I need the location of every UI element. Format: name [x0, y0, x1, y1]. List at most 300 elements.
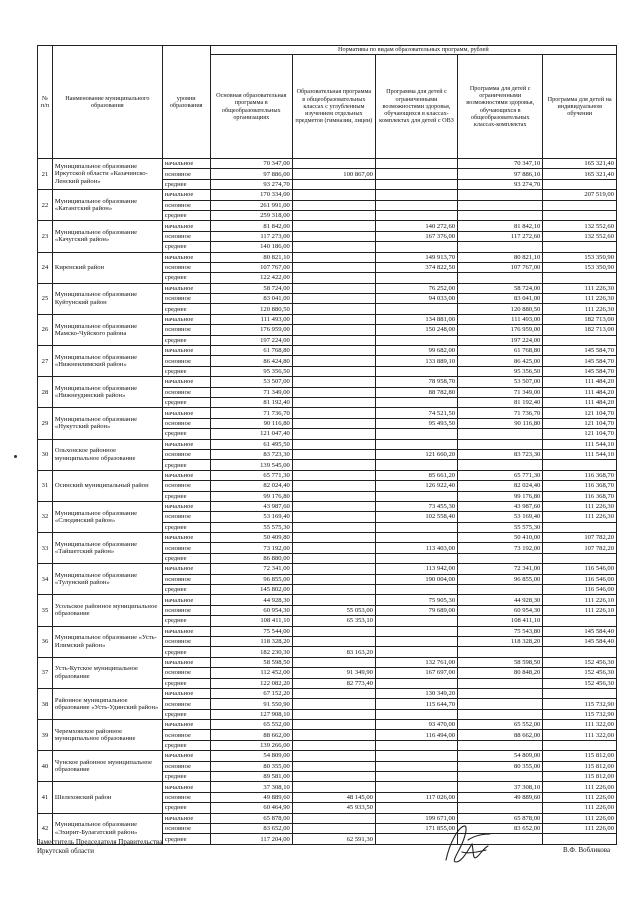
norm-value	[375, 460, 457, 470]
norm-value: 111 226,00	[543, 824, 617, 834]
norm-value	[292, 314, 375, 324]
norm-value: 58 724,00	[458, 283, 543, 293]
norm-value: 93 274,70	[458, 179, 543, 189]
norm-value	[375, 553, 457, 563]
table-body	[38, 159, 617, 845]
education-level: основное	[162, 699, 210, 709]
education-level: среднее	[162, 522, 210, 532]
norm-value: 60 464,90	[210, 803, 292, 813]
norm-value	[458, 200, 543, 210]
education-level: среднее	[162, 210, 210, 220]
norm-value: 53 507,00	[458, 377, 543, 387]
municipality-name: Муниципальное образование Иркутской области «Казачинско-Ленский район»	[52, 159, 162, 190]
norm-value	[292, 252, 375, 262]
norm-value: 121 104,70	[543, 429, 617, 439]
norm-value: 88 782,80	[375, 387, 457, 397]
norm-value: 61 768,80	[210, 346, 292, 356]
row-number: 28	[38, 377, 53, 408]
norm-value	[292, 366, 375, 376]
norm-value: 83 723,30	[210, 449, 292, 459]
header-individual: Программа для детей на индивидуальном обучении	[543, 55, 617, 159]
norm-value	[458, 772, 543, 782]
municipality-name: Чунское районное муниципальное образование	[52, 751, 162, 782]
norm-value	[543, 834, 617, 844]
norm-value: 85 661,20	[375, 470, 457, 480]
table-row	[38, 314, 617, 324]
norm-value: 111 544,10	[543, 449, 617, 459]
norm-value	[292, 179, 375, 189]
norm-value: 97 886,00	[210, 169, 292, 179]
norm-value: 91 349,90	[292, 668, 375, 678]
norm-value: 49 889,60	[458, 792, 543, 802]
norm-value	[543, 647, 617, 657]
norm-value	[292, 449, 375, 459]
norm-value: 58 724,00	[210, 283, 292, 293]
row-number: 24	[38, 252, 53, 283]
norm-value	[292, 782, 375, 792]
municipality-name: Районное муниципальное образование «Усть-Удинский район»	[52, 688, 162, 719]
norm-value: 139 545,00	[210, 460, 292, 470]
header-basic-program: Основная образовательная программа в общеобразовательных организациях	[210, 55, 292, 159]
municipality-name: Муниципальное образование «Тайшетский район»	[52, 533, 162, 564]
education-level: начальное	[162, 439, 210, 449]
row-number: 38	[38, 688, 53, 719]
norm-value: 93 274,70	[210, 179, 292, 189]
norm-value	[458, 585, 543, 595]
norm-value: 111 322,00	[543, 720, 617, 730]
norm-value	[292, 346, 375, 356]
norm-value	[292, 730, 375, 740]
norm-value: 61 768,80	[458, 346, 543, 356]
norm-value: 95 356,50	[458, 366, 543, 376]
norm-value: 117 204,00	[210, 834, 292, 844]
norm-value	[292, 408, 375, 418]
education-level: среднее	[162, 242, 210, 252]
norm-value	[458, 803, 543, 813]
norm-value	[292, 304, 375, 314]
education-level: основное	[162, 387, 210, 397]
norm-value: 149 913,70	[375, 252, 457, 262]
norm-value: 73 192,00	[210, 543, 292, 553]
norm-value	[375, 159, 457, 169]
norm-value: 65 878,00	[210, 813, 292, 823]
table-row	[38, 813, 617, 823]
norm-value: 55 575,30	[210, 522, 292, 532]
norm-value: 65 353,10	[292, 616, 375, 626]
norm-value	[292, 543, 375, 553]
education-level: начальное	[162, 751, 210, 761]
norm-value: 97 886,10	[458, 169, 543, 179]
norm-value: 120 880,50	[210, 304, 292, 314]
norm-value	[292, 460, 375, 470]
norm-value: 115 812,00	[543, 772, 617, 782]
norm-value: 113 403,00	[375, 543, 457, 553]
norm-value: 45 933,50	[292, 803, 375, 813]
row-number: 42	[38, 813, 53, 844]
norm-value: 197 224,00	[210, 335, 292, 345]
norm-value	[543, 740, 617, 750]
education-level: начальное	[162, 782, 210, 792]
norm-value	[458, 553, 543, 563]
norm-value: 72 341,00	[458, 564, 543, 574]
row-number: 32	[38, 501, 53, 532]
norm-value: 152 456,30	[543, 668, 617, 678]
norm-value	[375, 366, 457, 376]
norm-value: 53 169,40	[458, 512, 543, 522]
education-level: начальное	[162, 657, 210, 667]
education-level: среднее	[162, 273, 210, 283]
education-level: начальное	[162, 626, 210, 636]
norm-value: 145 584,40	[543, 626, 617, 636]
table-header	[38, 46, 617, 159]
norm-value: 48 145,00	[292, 792, 375, 802]
norm-value: 72 341,00	[210, 564, 292, 574]
row-number: 29	[38, 408, 53, 439]
norm-value: 111 226,30	[543, 283, 617, 293]
row-number: 31	[38, 470, 53, 501]
table-row	[38, 283, 617, 293]
norm-value	[292, 397, 375, 407]
norm-value: 145 584,40	[543, 636, 617, 646]
norm-value	[292, 522, 375, 532]
norm-value: 102 558,40	[375, 512, 457, 522]
margin-mark	[14, 455, 17, 458]
norm-value: 152 456,30	[543, 657, 617, 667]
norm-value: 86 424,80	[210, 356, 292, 366]
norm-value	[375, 522, 457, 532]
norm-value: 108 411,10	[210, 616, 292, 626]
table-row	[38, 564, 617, 574]
education-level: основное	[162, 574, 210, 584]
norm-value	[292, 595, 375, 605]
norm-value	[292, 657, 375, 667]
norm-value: 176 959,00	[210, 325, 292, 335]
norm-value	[543, 273, 617, 283]
norm-value	[375, 304, 457, 314]
education-level: основное	[162, 636, 210, 646]
norm-value	[375, 782, 457, 792]
education-level: основное	[162, 418, 210, 428]
norm-value	[543, 179, 617, 189]
norm-value: 86 880,00	[210, 553, 292, 563]
norm-value	[292, 429, 375, 439]
norm-value: 207 519,00	[543, 190, 617, 200]
norm-value	[543, 688, 617, 698]
row-number: 37	[38, 657, 53, 688]
norm-value: 80 821,10	[458, 252, 543, 262]
norm-value: 58 598,50	[458, 657, 543, 667]
norm-value: 83 723,30	[458, 449, 543, 459]
education-level: основное	[162, 325, 210, 335]
norm-value	[292, 159, 375, 169]
norm-value: 133 889,10	[375, 356, 457, 366]
norm-value: 145 584,70	[543, 346, 617, 356]
norm-value: 167 376,00	[375, 231, 457, 241]
norm-value	[292, 772, 375, 782]
education-level: основное	[162, 668, 210, 678]
norm-value: 165 321,40	[543, 159, 617, 169]
municipality-name: Муниципальное образование Куйтунский район	[52, 283, 162, 314]
norm-value	[375, 179, 457, 189]
handwritten-signature	[438, 822, 498, 870]
norm-value: 44 928,30	[210, 595, 292, 605]
norm-value: 108 411,10	[458, 616, 543, 626]
header-name: Наименование муниципального образования	[52, 46, 162, 159]
norm-value	[458, 210, 543, 220]
norm-value: 83 041,00	[458, 294, 543, 304]
education-level: начальное	[162, 314, 210, 324]
education-level: среднее	[162, 491, 210, 501]
table-row	[38, 221, 617, 231]
education-level: основное	[162, 449, 210, 459]
norm-value: 44 928,30	[458, 595, 543, 605]
table-row	[38, 408, 617, 418]
norm-value	[458, 647, 543, 657]
education-level: среднее	[162, 740, 210, 750]
table-row	[38, 533, 617, 543]
header-group-title: Нормативы по видам образовательных программ, рублей	[210, 46, 616, 55]
education-level: начальное	[162, 564, 210, 574]
table-row	[38, 657, 617, 667]
row-number: 39	[38, 720, 53, 751]
norm-value: 53 507,00	[210, 377, 292, 387]
norm-value: 127 908,10	[210, 709, 292, 719]
education-level: основное	[162, 824, 210, 834]
norm-value	[292, 491, 375, 501]
norm-value	[292, 387, 375, 397]
table-row	[38, 595, 617, 605]
header-ovz-classes: Программа для детей с ограниченными возможностями здоровья, обучающихся в классах-комплектах для детей с ОВЗ	[375, 55, 457, 159]
norm-value	[458, 678, 543, 688]
municipality-name: Черемховское районное муниципальное образование	[52, 720, 162, 751]
norm-value	[375, 439, 457, 449]
norm-value	[292, 294, 375, 304]
position-line-1: Заместитель Председателя Правительства	[37, 838, 163, 846]
position-line-2: Иркутской области	[37, 847, 95, 855]
norm-value: 116 368,70	[543, 491, 617, 501]
norm-value: 71 736,70	[210, 408, 292, 418]
norm-value	[292, 377, 375, 387]
norm-value: 111 484,20	[543, 377, 617, 387]
table-row	[38, 782, 617, 792]
norm-value: 116 494,00	[375, 730, 457, 740]
norm-value	[375, 678, 457, 688]
norm-value: 70 347,00	[210, 159, 292, 169]
row-number: 40	[38, 751, 53, 782]
header-ovz-general: Программа для детей с ограниченными возможностями здоровья, обучающихся в общеобразовательных классах-комплектах	[458, 55, 543, 159]
row-number: 34	[38, 564, 53, 595]
norm-value: 182 713,00	[543, 325, 617, 335]
norm-value	[292, 709, 375, 719]
norm-value: 75 544,00	[210, 626, 292, 636]
norm-value: 65 552,00	[210, 720, 292, 730]
row-number: 23	[38, 221, 53, 252]
norm-value	[292, 585, 375, 595]
norm-value	[375, 751, 457, 761]
norm-value: 140 272,60	[375, 221, 457, 231]
norm-value	[375, 761, 457, 771]
norm-value: 50 409,80	[210, 533, 292, 543]
education-level: начальное	[162, 533, 210, 543]
norm-value: 81 842,10	[458, 221, 543, 231]
norm-value: 80 355,00	[458, 761, 543, 771]
education-level: основное	[162, 356, 210, 366]
norm-value	[292, 688, 375, 698]
municipality-name: Киренский район	[52, 252, 162, 283]
row-number: 25	[38, 283, 53, 314]
norm-value	[292, 283, 375, 293]
norm-value	[292, 418, 375, 428]
row-number: 30	[38, 439, 53, 470]
norm-value	[543, 210, 617, 220]
norm-value: 113 942,00	[375, 564, 457, 574]
education-level: начальное	[162, 377, 210, 387]
education-level: основное	[162, 294, 210, 304]
norm-value: 121 104,70	[543, 408, 617, 418]
norm-value: 121 104,70	[543, 418, 617, 428]
norm-value	[292, 231, 375, 241]
header-level: уровни образования	[162, 46, 210, 159]
norm-value: 116 546,00	[543, 564, 617, 574]
norm-value: 62 591,30	[292, 834, 375, 844]
norm-value	[543, 460, 617, 470]
norm-value	[292, 439, 375, 449]
norm-value: 82 024,40	[458, 481, 543, 491]
education-level: среднее	[162, 834, 210, 844]
norm-value: 89 581,00	[210, 772, 292, 782]
norm-value: 126 922,40	[375, 481, 457, 491]
norm-value: 99 682,00	[375, 346, 457, 356]
education-level: начальное	[162, 159, 210, 169]
education-level: среднее	[162, 397, 210, 407]
education-level: среднее	[162, 179, 210, 189]
norm-value: 73 455,30	[375, 501, 457, 511]
education-level: среднее	[162, 709, 210, 719]
norm-value: 199 671,00	[375, 813, 457, 823]
norm-value: 71 736,70	[458, 408, 543, 418]
norms-table	[37, 45, 617, 845]
norm-value: 83 652,00	[458, 824, 543, 834]
norm-value: 71 349,00	[458, 387, 543, 397]
education-level: основное	[162, 792, 210, 802]
norm-value: 82 024,40	[210, 481, 292, 491]
norm-value: 117 026,00	[375, 792, 457, 802]
norm-value: 65 771,30	[210, 470, 292, 480]
table-row	[38, 720, 617, 730]
norm-value: 116 546,00	[543, 585, 617, 595]
norm-value	[543, 553, 617, 563]
norm-value: 111 226,30	[543, 294, 617, 304]
norm-value	[375, 242, 457, 252]
norm-value: 115 732,90	[543, 709, 617, 719]
norm-value: 81 842,00	[210, 221, 292, 231]
norm-value	[292, 325, 375, 335]
norm-value	[292, 273, 375, 283]
norm-value: 190 004,00	[375, 574, 457, 584]
education-level: среднее	[162, 304, 210, 314]
table-row	[38, 688, 617, 698]
municipality-name: Муниципальное образование «Качугский район»	[52, 221, 162, 252]
norm-value: 61 495,50	[210, 439, 292, 449]
norm-value	[458, 242, 543, 252]
norm-value	[292, 699, 375, 709]
education-level: основное	[162, 730, 210, 740]
municipality-name: Осинский муниципальный район	[52, 470, 162, 501]
norm-value	[543, 616, 617, 626]
municipality-name: Муниципальное образование «Нукутский район»	[52, 408, 162, 439]
education-level: начальное	[162, 470, 210, 480]
table-row	[38, 252, 617, 262]
norm-value	[458, 439, 543, 449]
norm-value	[458, 688, 543, 698]
norm-value: 111 226,10	[543, 595, 617, 605]
norm-value	[375, 429, 457, 439]
norm-value: 80 355,00	[210, 761, 292, 771]
norm-value: 111 493,00	[210, 314, 292, 324]
norm-value	[543, 335, 617, 345]
norm-value	[292, 740, 375, 750]
norm-value: 99 176,80	[458, 491, 543, 501]
norm-value: 73 192,00	[458, 543, 543, 553]
norm-value	[543, 200, 617, 210]
norm-value: 76 252,00	[375, 283, 457, 293]
norm-value	[375, 740, 457, 750]
norm-value	[375, 636, 457, 646]
municipality-name: Муниципальное образование Мамско-Чуйского района	[52, 314, 162, 345]
norm-value: 55 575,30	[458, 522, 543, 532]
norm-value: 165 321,40	[543, 169, 617, 179]
norm-value: 74 521,50	[375, 408, 457, 418]
norm-value: 86 425,00	[458, 356, 543, 366]
table-row	[38, 377, 617, 387]
norm-value: 88 662,00	[458, 730, 543, 740]
norm-value: 55 053,00	[292, 605, 375, 615]
row-number: 27	[38, 346, 53, 377]
norm-value	[292, 262, 375, 272]
norm-value	[375, 585, 457, 595]
education-level: начальное	[162, 595, 210, 605]
norm-value	[375, 533, 457, 543]
norm-value: 182 713,00	[543, 314, 617, 324]
municipality-name: Муниципальное образование «Слюдянский район»	[52, 501, 162, 532]
norm-value	[292, 824, 375, 834]
norm-value: 65 552,00	[458, 720, 543, 730]
education-level: среднее	[162, 647, 210, 657]
norm-value: 78 958,70	[375, 377, 457, 387]
norm-value	[292, 501, 375, 511]
norm-value	[292, 335, 375, 345]
norm-value: 374 822,50	[375, 262, 457, 272]
row-number: 33	[38, 533, 53, 564]
education-level: основное	[162, 169, 210, 179]
norm-value: 116 368,70	[543, 481, 617, 491]
norm-value	[292, 636, 375, 646]
norm-value: 145 802,00	[210, 585, 292, 595]
norm-value: 117 273,00	[210, 231, 292, 241]
norm-value: 88 662,00	[210, 730, 292, 740]
education-level: среднее	[162, 335, 210, 345]
norm-value: 259 318,00	[210, 210, 292, 220]
education-level: начальное	[162, 252, 210, 262]
norm-value: 116 546,00	[543, 574, 617, 584]
education-level: среднее	[162, 366, 210, 376]
norm-value: 90 116,80	[210, 418, 292, 428]
education-level: среднее	[162, 803, 210, 813]
municipality-name: Ольхонское районное муниципальное образование	[52, 439, 162, 470]
education-level: среднее	[162, 429, 210, 439]
municipality-name: Муниципальное образование «Нижнеилимский район»	[52, 346, 162, 377]
norm-value	[292, 512, 375, 522]
